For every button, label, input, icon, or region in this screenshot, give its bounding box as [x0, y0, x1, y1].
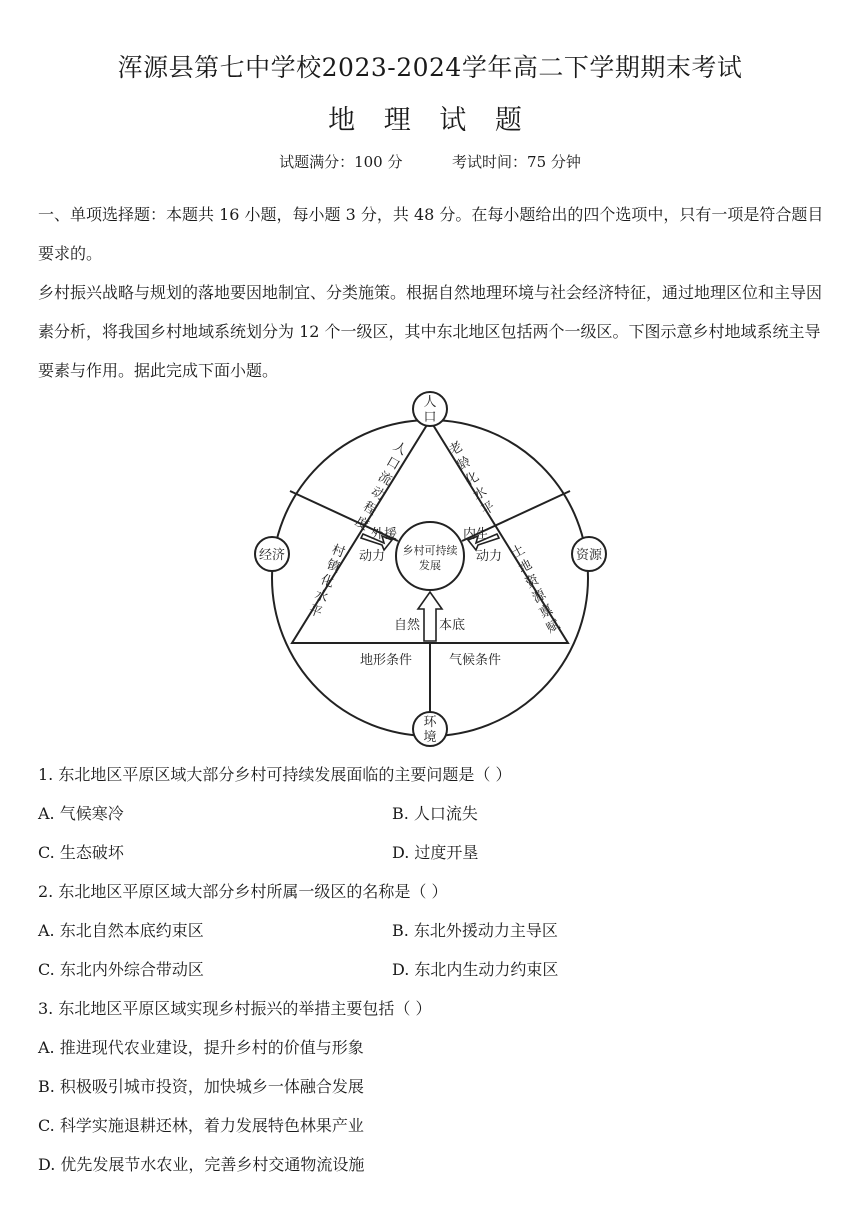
svg-text:口: 口: [383, 454, 403, 474]
question-2-option-b: B. 东北外援动力主导区: [392, 921, 558, 940]
svg-text:化: 化: [462, 469, 482, 489]
svg-text:动: 动: [368, 484, 388, 504]
question-2-option-c: C. 东北内外综合带动区: [38, 960, 204, 979]
svg-text:平: 平: [306, 602, 324, 621]
exam-time: 考试时间：75 分钟: [452, 153, 581, 171]
question-3-stem: 3. 东北地区平原区域实现乡村振兴的举措主要包括（ ）: [38, 999, 432, 1018]
population-mobility-label: [352, 439, 409, 533]
question-2-stem: 2. 东北地区平原区域大部分乡村所属一级区的名称是（ ）: [38, 882, 448, 901]
node-population-label-1: 人: [423, 395, 437, 410]
svg-text:赋: 赋: [544, 617, 563, 637]
internal-force-label-1: 内生: [462, 527, 490, 542]
climate-label: 气候条件: [448, 653, 502, 668]
question-3-option-a: A. 推进现代农业建设，提升乡村的价值与形象: [38, 1038, 364, 1057]
center-label-1: 乡村可持续: [402, 544, 458, 557]
svg-text:龄: 龄: [454, 454, 474, 474]
svg-text:程: 程: [360, 499, 380, 519]
svg-text:资: 资: [523, 572, 542, 592]
svg-text:老: 老: [446, 439, 466, 459]
natural-label: 自然: [393, 618, 421, 633]
aging-level-label: [446, 438, 497, 518]
svg-text:水: 水: [470, 484, 490, 504]
svg-text:源: 源: [530, 587, 549, 607]
node-resource-label: 资源: [575, 548, 603, 563]
node-population-label-2: 口: [423, 410, 437, 425]
urbanization-level-label: [307, 541, 348, 620]
base-label: 本底: [438, 618, 466, 633]
full-score: 试题满分：100 分: [279, 153, 403, 171]
question-1-option-a: A. 气候寒冷: [38, 804, 124, 823]
section-instruction: 一、单项选择题：本题共 16 小题，每小题 3 分，共 48 分。在每小题给出的四个选项中，只有一项是符合题目要求的。: [38, 205, 824, 263]
question-2-option-d: D. 东北内生动力约束区: [392, 960, 559, 979]
external-force-label-1: 外援: [370, 527, 398, 542]
question-1-stem: 1. 东北地区平原区域大部分乡村可持续发展面临的主要问题是（ ）: [38, 765, 512, 784]
question-3-option-b: B. 积极吸引城市投资，加快城乡一体融合发展: [38, 1077, 364, 1096]
svg-text:村: 村: [329, 542, 347, 561]
question-3-option-d: D. 优先发展节水农业，完善乡村交通物流设施: [38, 1155, 365, 1174]
exam-meta: [0, 151, 860, 172]
svg-text:禀: 禀: [537, 602, 556, 622]
svg-text:水: 水: [312, 587, 330, 606]
exam-title: 浑源县第七中学校2023-2024学年高二下学期期末考试: [117, 53, 743, 82]
natural-base-arrow: [418, 592, 442, 641]
center-label-2: 发展: [419, 559, 441, 572]
node-environment-label-1: 环: [423, 715, 437, 730]
question-material: 乡村振兴战略与规划的落地要因地制宜、分类施策。根据自然地理环境与社会经济特征，通过地理区位和主导因素分析，将我国乡村地域系统划分为 12 个一级区，其中东北地区包括两个一级区。下图示意乡村地域系统主导要素与作用。据此完成下面小题。: [38, 283, 823, 380]
svg-text:镇: 镇: [324, 557, 342, 576]
node-economy-label: 经济: [258, 548, 286, 563]
question-1-option-b: B. 人口流失: [392, 804, 478, 823]
svg-text:度: 度: [352, 514, 372, 534]
node-environment-label-2: 境: [423, 730, 437, 745]
question-1-option-c: C. 生态破坏: [38, 843, 124, 862]
rural-system-diagram: [250, 386, 620, 752]
svg-text:土: 土: [509, 542, 528, 562]
internal-force-label-2: 动力: [475, 549, 503, 564]
svg-text:化: 化: [318, 572, 336, 591]
question-1-option-d: D. 过度开垦: [392, 843, 479, 862]
exam-subject: 地 理 试 题: [328, 105, 532, 136]
svg-text:人: 人: [390, 439, 410, 459]
terrain-label: 地形条件: [359, 653, 413, 668]
external-force-label-2: 动力: [358, 549, 386, 564]
svg-text:流: 流: [375, 469, 395, 489]
question-3-option-c: C. 科学实施退耕还林，着力发展特色林果产业: [38, 1116, 364, 1135]
question-2-option-a: A. 东北自然本底约束区: [38, 921, 204, 940]
svg-text:平: 平: [478, 499, 498, 519]
svg-text:地: 地: [516, 557, 535, 577]
